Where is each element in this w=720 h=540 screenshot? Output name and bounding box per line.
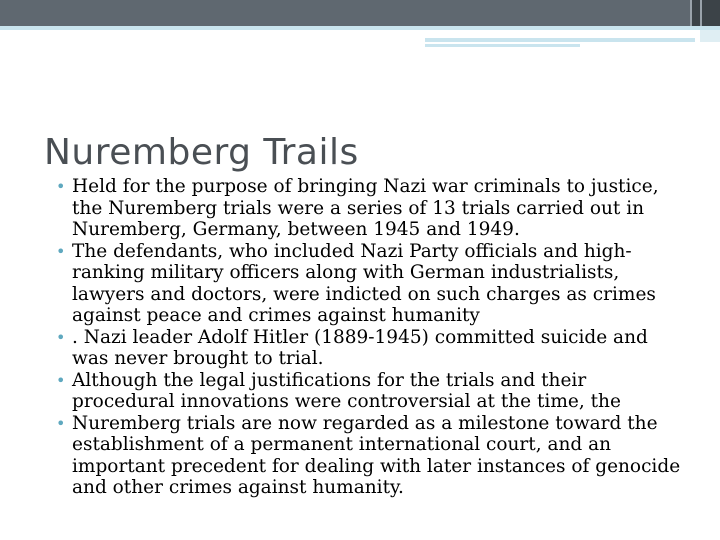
- bullet-text: Although the legal justifications for the trials and their procedural innovations were controversial at the time, the: [72, 369, 621, 412]
- accent-bar: [425, 38, 695, 42]
- slide-title: Nuremberg Trails: [44, 132, 359, 174]
- bullet-text: Nuremberg trials are now regarded as a milestone toward the establishment of a permanent international court, and an important precedent for dealing with later instances of genocide and other crimes against humanity.: [72, 412, 681, 498]
- accent-corner: [700, 30, 720, 42]
- bullet-item: [56, 241, 682, 327]
- bullet-icon: •: [56, 370, 66, 390]
- bullet-icon: •: [56, 241, 66, 261]
- bullet-text: The defendants, who included Nazi Party officials and high-ranking military officers along with German industrialists, lawyers and doctors, were indicted on such charges as crimes against peace and crimes against humanity: [72, 240, 656, 326]
- bullet-item: [56, 176, 682, 241]
- bullet-icon: •: [56, 413, 66, 433]
- top-band: [0, 0, 720, 26]
- bullet-icon: •: [56, 177, 66, 196]
- bullet-list: [56, 176, 682, 499]
- accent-line: [0, 26, 720, 30]
- bullet-item: [56, 370, 682, 413]
- bullet-item: [56, 327, 682, 370]
- bullet-icon: •: [56, 327, 66, 347]
- bullet-item: [56, 413, 682, 499]
- bullet-text: . Nazi leader Adolf Hitler (1889-1945) committed suicide and was never brought to trial.: [72, 326, 648, 369]
- accent-bar: [425, 44, 580, 47]
- top-band-corner: [690, 0, 720, 26]
- top-band-separator: [700, 0, 702, 26]
- bullet-text: Held for the purpose of bringing Nazi war criminals to justice, the Nuremberg trials were a series of 13 trials carried out in Nuremberg, Germany, between 1945 and 1949.: [72, 176, 659, 240]
- top-band-separator: [690, 0, 692, 26]
